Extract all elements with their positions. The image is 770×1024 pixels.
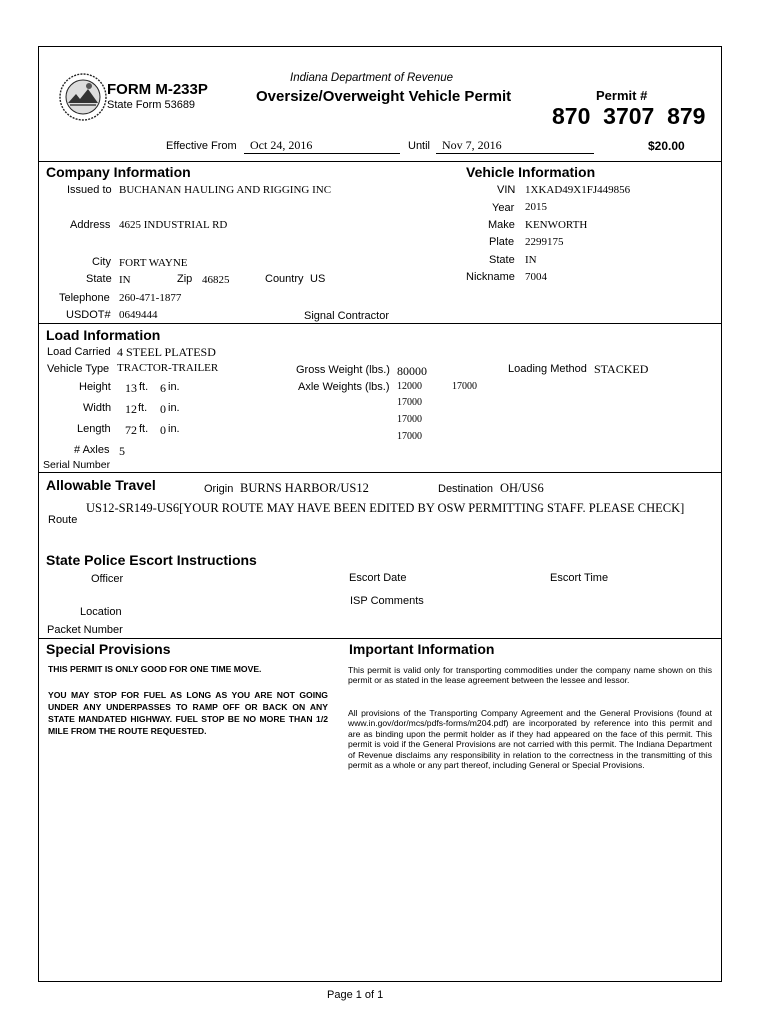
usdot-value: 0649444 bbox=[119, 309, 158, 321]
destination-label: Destination bbox=[438, 483, 494, 495]
escort-section-title: State Police Escort Instructions bbox=[46, 552, 257, 568]
state-label: State bbox=[86, 273, 112, 285]
until-line bbox=[436, 153, 594, 154]
axle-weight-1: 12000 bbox=[397, 381, 422, 392]
effective-from-label: Effective From bbox=[166, 140, 237, 152]
location-label: Location bbox=[80, 606, 122, 618]
permit-title: Oversize/Overweight Vehicle Permit bbox=[256, 88, 512, 105]
width-in-unit: in. bbox=[168, 402, 180, 414]
width-ft-value: 12 bbox=[125, 402, 137, 416]
route-label: Route bbox=[48, 514, 78, 526]
length-ft-value: 72 bbox=[125, 423, 137, 437]
plate-value: 2299175 bbox=[525, 236, 564, 248]
city-label: City bbox=[92, 256, 111, 268]
origin-label: Origin bbox=[204, 483, 234, 495]
escort-time-label: Escort Time bbox=[550, 572, 609, 584]
serial-number-label: Serial Number bbox=[43, 459, 111, 471]
vehicle-state-label: State bbox=[489, 254, 515, 266]
telephone-label: Telephone bbox=[59, 292, 110, 304]
vehicle-state-value: IN bbox=[525, 254, 537, 266]
length-in-unit: in. bbox=[168, 423, 180, 435]
divider-escort bbox=[38, 638, 722, 639]
load-carried-value: 4 STEEL PLATESD bbox=[117, 345, 216, 359]
gross-weight-value: 80000 bbox=[397, 364, 427, 378]
load-section-title: Load Information bbox=[46, 327, 161, 343]
destination-value: OH/US6 bbox=[500, 481, 544, 495]
loading-method-value: STACKED bbox=[594, 362, 649, 376]
height-label: Height bbox=[79, 381, 111, 393]
height-ft-unit: ft. bbox=[139, 381, 149, 393]
officer-label: Officer bbox=[91, 573, 124, 585]
country-value: US bbox=[310, 273, 326, 285]
important-para-2: All provisions of the Transporting Company Agreement and the General Provisions (found at www.in.gov/dor/mcs/pdfs-forms/m204.pdf) are incorporated by reference into this permit and are as binding upon the permit holder as if they had appeared on the face of this permit. This permit is void if the General Provisions are not carried with this permit. The Indiana Department of Revenue disclaims any responsibility in relation to the correctness in the transmitting of this permit as a whole or any part thereof, including General or Special Provisions. bbox=[348, 708, 712, 771]
vehicle-type-value: TRACTOR-TRAILER bbox=[117, 362, 219, 374]
plate-label: Plate bbox=[489, 236, 515, 248]
permit-label: Permit # bbox=[596, 88, 648, 103]
origin-value: BURNS HARBOR/US12 bbox=[240, 481, 369, 495]
state-form-number: State Form 53689 bbox=[107, 99, 196, 111]
usdot-label: USDOT# bbox=[66, 309, 111, 321]
form-title: FORM M-233P bbox=[107, 81, 208, 98]
loading-method-label: Loading Method bbox=[508, 363, 587, 375]
length-label: Length bbox=[77, 423, 111, 435]
issued-to-value: BUCHANAN HAULING AND RIGGING INC bbox=[119, 184, 332, 196]
special-section-title: Special Provisions bbox=[46, 641, 171, 657]
signal-contractor-label: Signal Contractor bbox=[304, 310, 389, 322]
vehicle-section-title: Vehicle Information bbox=[466, 164, 596, 180]
special-provision-2: YOU MAY STOP FOR FUEL AS LONG AS YOU ARE NOT GOING UNDER ANY UNDERPASSES TO RAMP OFF OR BACK ON ANY STATE MANDATED HIGHWAY. FUEL STOP BE NO MORE THAN 1/2 MILE FROM THE ROUTE REQUESTED. bbox=[48, 690, 328, 736]
gross-weight-label: Gross Weight (lbs.) bbox=[296, 364, 390, 376]
make-value: KENWORTH bbox=[525, 219, 588, 231]
divider-load bbox=[38, 472, 722, 473]
make-label: Make bbox=[488, 219, 515, 231]
company-section-title: Company Information bbox=[46, 164, 191, 180]
vehicle-type-label: Vehicle Type bbox=[47, 363, 110, 375]
length-in-value: 0 bbox=[160, 423, 166, 437]
effective-from-line bbox=[244, 153, 400, 154]
divider-company bbox=[38, 323, 722, 324]
city-value: FORT WAYNE bbox=[119, 257, 188, 269]
isp-comments-label: ISP Comments bbox=[350, 595, 424, 607]
travel-section-title: Allowable Travel bbox=[46, 477, 156, 493]
axles-label: # Axles bbox=[74, 444, 110, 456]
department-name: Indiana Department of Revenue bbox=[290, 72, 454, 84]
vin-value: 1XKAD49X1FJ449856 bbox=[525, 184, 631, 196]
vin-label: VIN bbox=[497, 184, 516, 196]
axle-weight-2: 17000 bbox=[452, 381, 477, 392]
permit-fee: $20.00 bbox=[648, 139, 685, 153]
load-carried-label: Load Carried bbox=[47, 346, 111, 358]
axle-weight-5: 17000 bbox=[397, 431, 422, 442]
packet-number-label: Packet Number bbox=[47, 624, 123, 636]
special-provision-1: THIS PERMIT IS ONLY GOOD FOR ONE TIME MOVE. bbox=[48, 664, 262, 674]
year-value: 2015 bbox=[525, 201, 547, 213]
axle-weights-label: Axle Weights (lbs.) bbox=[298, 381, 390, 393]
width-ft-unit: ft. bbox=[138, 402, 148, 414]
page-number: Page 1 of 1 bbox=[327, 989, 384, 1001]
nickname-value: 7004 bbox=[525, 271, 547, 283]
width-in-value: 0 bbox=[160, 402, 166, 416]
important-para-1: This permit is valid only for transporting commodities under the company name shown on this permit or as stated in the lease agreement between the lessee and lessor. bbox=[348, 665, 712, 686]
state-value: IN bbox=[119, 274, 131, 286]
axle-weight-3: 17000 bbox=[397, 397, 422, 408]
effective-from-value: Oct 24, 2016 bbox=[250, 138, 313, 152]
telephone-value: 260-471-1877 bbox=[119, 292, 182, 304]
nickname-label: Nickname bbox=[466, 271, 515, 283]
height-in-value: 6 bbox=[160, 381, 166, 395]
height-ft-value: 13 bbox=[125, 381, 137, 395]
country-label: Country bbox=[265, 273, 304, 285]
zip-value: 46825 bbox=[202, 274, 230, 286]
permit-number: 870 3707 879 bbox=[552, 103, 706, 129]
address-value: 4625 INDUSTRIAL RD bbox=[119, 219, 228, 231]
axles-value: 5 bbox=[119, 444, 125, 458]
issued-to-label: Issued to bbox=[67, 184, 112, 196]
axle-weight-4: 17000 bbox=[397, 414, 422, 425]
escort-date-label: Escort Date bbox=[349, 572, 407, 584]
important-section-title: Important Information bbox=[349, 641, 495, 657]
length-ft-unit: ft. bbox=[139, 423, 149, 435]
state-seal-icon bbox=[58, 72, 108, 122]
width-label: Width bbox=[83, 402, 112, 414]
divider-header bbox=[38, 161, 722, 162]
address-label: Address bbox=[70, 219, 111, 231]
year-label: Year bbox=[492, 202, 515, 214]
until-label: Until bbox=[408, 140, 431, 152]
route-value: US12-SR149-US6[YOUR ROUTE MAY HAVE BEEN EDITED BY OSW PERMITTING STAFF. PLEASE CHECK] bbox=[86, 501, 685, 515]
until-value: Nov 7, 2016 bbox=[442, 138, 502, 152]
zip-label: Zip bbox=[177, 273, 193, 285]
height-in-unit: in. bbox=[168, 381, 180, 393]
